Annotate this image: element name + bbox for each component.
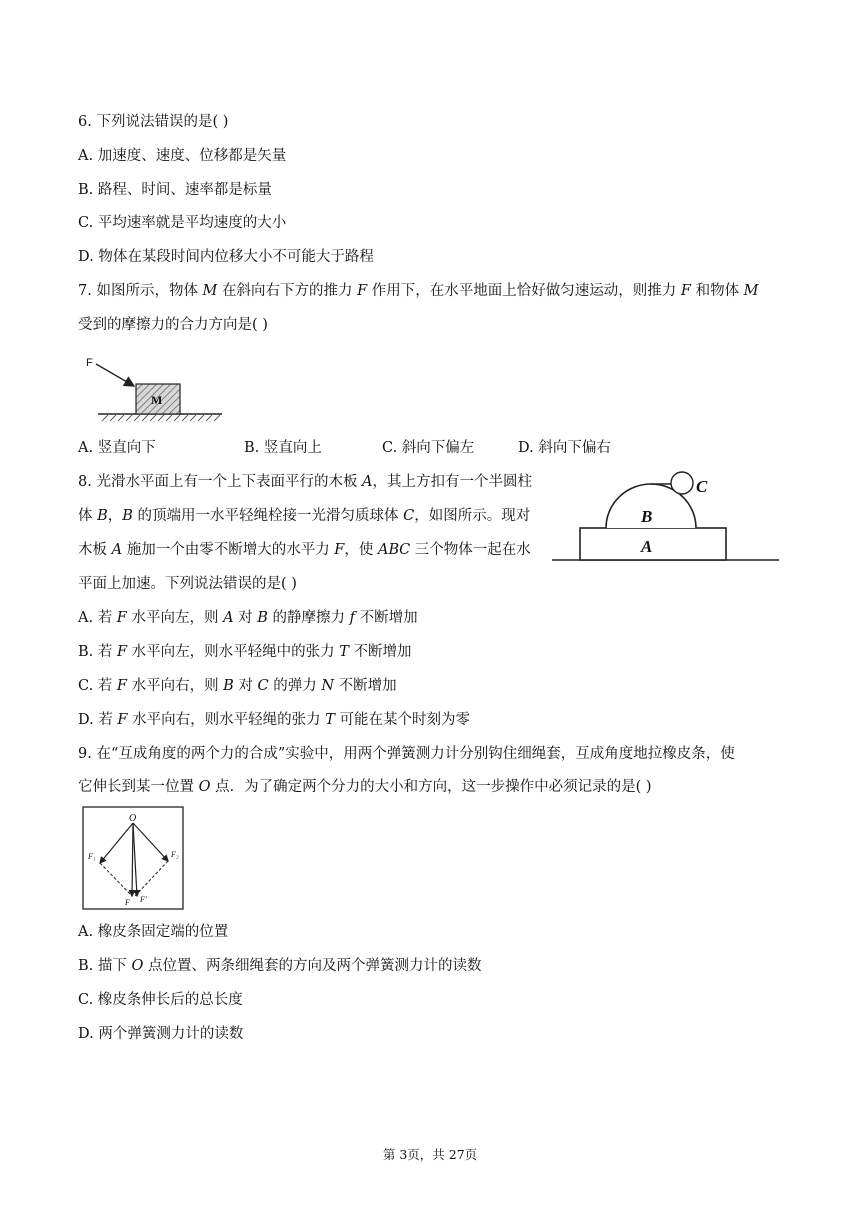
q9-stem-line2: 它伸长到某一位置 𝑂 点．为了确定两个分力的大小和方向，这一步操作中必须记录的是( ) <box>78 779 652 795</box>
q8-option-c: C. 若 𝐹 水平向右，则 𝐵 对 𝐶 的弹力 𝑁 不断增加 <box>78 678 397 694</box>
q8-option-d: D. 若 𝐹 水平向右，则水平轻绳的张力 𝑇 可能在某个时刻为零 <box>78 712 470 728</box>
force-f-label: F <box>86 357 93 369</box>
q9-option-d: D. 两个弹簧测力计的读数 <box>78 1026 244 1042</box>
fprime-label: F' <box>140 895 147 904</box>
q8-stem-line3: 木板 𝐴 施加一个由零不断增大的水平力 𝐹，使 𝐴𝐵𝐶 三个物体一起在水 <box>78 542 531 558</box>
q7-option-d: D. 斜向下偏右 <box>518 440 611 456</box>
q8-stem-line4: 平面上加速。下列说法错误的是( ) <box>78 576 297 592</box>
point-o-label: O <box>129 813 137 824</box>
q9-option-c: C. 橡皮条伸长后的总长度 <box>78 992 243 1008</box>
half-cylinder-b-label: B <box>641 507 653 526</box>
q6-option-b: B. 路程、时间、速率都是标量 <box>78 182 272 198</box>
q6-option-c: C. 平均速率就是平均速度的大小 <box>78 215 287 231</box>
f1-label: F₁ <box>88 852 96 861</box>
q7-figure-block-on-ground <box>82 352 227 424</box>
q7-stem-line2: 受到的摩擦力的合力方向是( ) <box>78 317 268 333</box>
q7-stem-line1: 7. 如图所示，物体 𝑀 在斜向右下方的推力 𝐹 作用下，在水平地面上恰好做匀速运动，则推力 𝐹 和物体 𝑀 <box>78 283 759 299</box>
q7-option-b: B. 竖直向上 <box>244 440 322 456</box>
q9-stem-line1: 9. 在“互成角度的两个力的合成”实验中，用两个弹簧测力计分别钩住细绳套，互成角度地拉橡皮条，使 <box>78 746 735 762</box>
q6-stem: 6. 下列说法错误的是( ) <box>78 114 229 130</box>
q8-option-a: A. 若 𝐹 水平向左，则 𝐴 对 𝐵 的静摩擦力 𝑓 不断增加 <box>78 610 418 626</box>
q8-figure-board-cylinder-sphere <box>550 466 782 568</box>
q8-stem-line1: 8. 光滑水平面上有一个上下表面平行的木板 𝐴，其上方扣有一个半圆柱 <box>78 474 533 490</box>
q6-option-a: A. 加速度、速度、位移都是矢量 <box>78 148 287 164</box>
q8-stem-line2: 体 𝐵，𝐵 的顶端用一水平轻绳栓接一光滑匀质球体 𝐶，如图所示。现对 <box>78 508 531 524</box>
sphere-c-label: C <box>696 477 708 496</box>
q8-option-b: B. 若 𝐹 水平向左，则水平轻绳中的张力 𝑇 不断增加 <box>78 644 412 660</box>
q6-option-d: D. 物体在某段时间内位移大小不可能大于路程 <box>78 249 374 265</box>
f2-label: F₂ <box>171 850 179 859</box>
board-a-label: A <box>641 537 653 556</box>
q7-option-a: A. 竖直向下 <box>78 440 156 456</box>
sphere-c <box>671 472 693 494</box>
q7-option-c: C. 斜向下偏左 <box>382 440 475 456</box>
f-label: F <box>125 898 130 907</box>
block-m-label: M <box>151 393 163 407</box>
q9-option-a: A. 橡皮条固定端的位置 <box>78 924 229 940</box>
q9-figure-force-parallelogram <box>82 806 184 910</box>
q9-option-b: B. 描下 𝑂 点位置、两条细绳套的方向及两个弹簧测力计的读数 <box>78 958 482 974</box>
force-f-arrow <box>96 364 134 386</box>
board-a <box>580 528 726 560</box>
ground-hatch <box>102 415 220 421</box>
page-footer: 第 3页，共 27页 <box>382 1147 478 1162</box>
